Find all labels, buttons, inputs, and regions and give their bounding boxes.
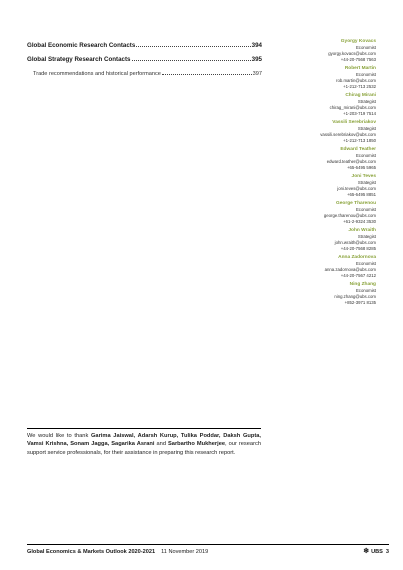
contact-phone: +61-2-9324 3530	[343, 219, 376, 224]
contact-role: Economist	[355, 45, 376, 50]
footer-page-number: 3	[385, 549, 389, 555]
contact-name: Ning Zhang	[349, 282, 376, 287]
contact-email[interactable]: chirag_mirani@ubs.com	[329, 105, 376, 110]
contact-role: Strategist	[357, 99, 376, 104]
contact-card	[256, 282, 376, 306]
contact-name: John Wraith	[348, 228, 376, 233]
contact-role: Economist	[355, 72, 376, 77]
contact-phone: +44-20-7567 4212	[340, 273, 376, 278]
contact-email[interactable]: george.tharenou@ubs.com	[323, 213, 376, 218]
contact-email[interactable]: ning.zhang@ubs.com	[334, 294, 376, 299]
contact-phone: +1-203-719 7514	[343, 111, 376, 116]
contact-role: Economist	[355, 207, 376, 212]
contact-email[interactable]: anna.zadornova@ubs.com	[324, 267, 376, 272]
ubs-keys-logo-icon: ❄	[363, 548, 370, 555]
contact-card	[256, 255, 376, 279]
contact-phone: +65-6495 5965	[346, 165, 376, 170]
contact-phone: +44-20-7568 7563	[340, 57, 376, 62]
footer-brand-block	[363, 548, 389, 556]
acknowledgement-text	[27, 432, 261, 457]
contact-card	[256, 228, 376, 252]
contact-role: Economist	[355, 153, 376, 158]
footer-title: Global Economics & Markets Outlook 2020-2021	[27, 549, 156, 555]
contact-role: Strategist	[357, 180, 376, 185]
contact-card	[256, 120, 376, 144]
toc-entry-label: Trade recommendations and historical performance	[33, 71, 161, 77]
contact-card	[256, 147, 376, 171]
contact-phone: +44-20-7568 8285	[340, 246, 376, 251]
toc-entry-label: Global Economic Research Contacts	[27, 42, 136, 49]
contact-email[interactable]: john.wraith@ubs.com	[334, 240, 376, 245]
contact-phone: +65-6495 8851	[346, 192, 376, 197]
contact-card	[256, 39, 376, 63]
contact-name: Edward Teather	[340, 147, 376, 152]
toc-entry[interactable]	[27, 55, 262, 65]
toc-entry-label: Global Strategy Research Contacts	[27, 56, 131, 63]
contact-email[interactable]: rob.martin@ubs.com	[336, 78, 376, 83]
contact-card	[256, 174, 376, 198]
contact-phone: +1-212-713 1850	[343, 138, 376, 143]
ack-names: Garima Jaiswal, Adarsh Kurup, Tulika Poddar, Daksh Gupta, Vamsi Krishna, Sonam Jagga, Sagarika Asrani	[27, 433, 261, 448]
ack-and: and	[154, 441, 169, 448]
contact-name: Joni Teves	[351, 174, 376, 179]
contact-phone: +1-212-713 2532	[343, 84, 376, 89]
contact-name: Chirag Mirani	[345, 93, 376, 98]
contact-name: Robert Martin	[344, 66, 376, 71]
contact-name: Gyorgy Kovacs	[340, 39, 376, 44]
toc-leader-dots	[136, 46, 250, 47]
toc-entry-page: 395	[251, 56, 262, 63]
footer-brand: UBS	[371, 549, 383, 555]
toc-leader-dots	[132, 60, 251, 61]
contact-role: Strategist	[357, 234, 376, 239]
toc-leader-dots	[162, 74, 252, 75]
toc-entry-page: 397	[252, 71, 262, 77]
footer-date: 11 November 2019	[161, 549, 209, 555]
contact-role: Economist	[355, 288, 376, 293]
ack-intro: We would like to thank	[27, 433, 91, 439]
toc-entry-page: 394	[251, 42, 262, 49]
contact-email[interactable]: gyorgy.kovacs@ubs.com	[328, 51, 376, 56]
contact-card	[256, 93, 376, 117]
table-of-contents	[27, 41, 262, 79]
contact-card	[256, 201, 376, 225]
contact-email[interactable]: edward.teather@ubs.com	[326, 159, 376, 164]
contacts-list	[256, 39, 376, 309]
page-footer	[27, 548, 389, 556]
contact-role: Strategist	[357, 126, 376, 131]
toc-entry[interactable]	[27, 69, 262, 79]
contact-card	[256, 66, 376, 90]
contact-name: Vassili Serebriakov	[332, 120, 376, 125]
contact-name: Anna Zadornova	[338, 255, 376, 260]
contact-role: Economist	[355, 261, 376, 266]
contact-name: George Tharenou	[336, 201, 376, 206]
contact-email[interactable]: joni.teves@ubs.com	[337, 186, 376, 191]
acknowledgement-divider	[27, 428, 261, 429]
footer-divider	[27, 544, 389, 545]
ack-names-last: Sarbartho Mukherjee	[168, 441, 226, 448]
contact-email[interactable]: vassili.serebriakov@ubs.com	[320, 132, 376, 137]
contact-phone: +852-3971 8135	[344, 300, 376, 305]
ack-outro: , our research support service professionals, for their assistance in preparing this research report.	[27, 441, 261, 456]
toc-entry[interactable]	[27, 41, 262, 51]
